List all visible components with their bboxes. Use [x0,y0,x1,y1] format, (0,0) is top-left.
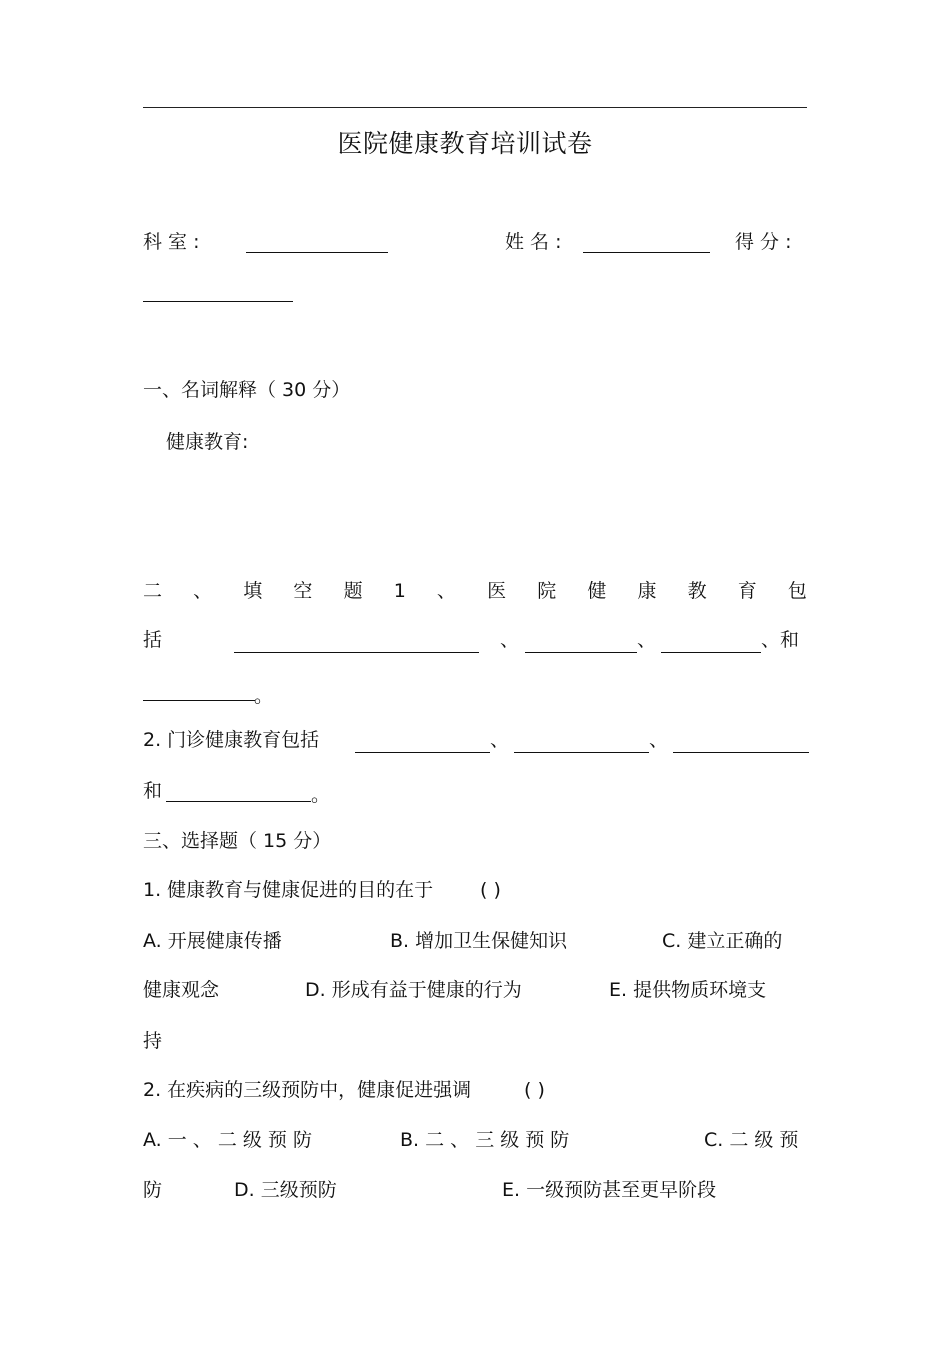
mc1-option-b[interactable]: B. 增加卫生保健知识 [390,930,568,952]
q1-blank-1[interactable] [234,652,479,653]
q1-char: 填 [243,580,263,602]
mc2-option-b[interactable]: B. 二 、 三 级 预 防 [400,1129,570,1151]
q1-and: 、和 [761,629,800,651]
name-blank[interactable] [583,252,710,253]
section1-heading: 一、名词解释（ 30 分） [143,379,351,401]
q1-blank-3[interactable] [661,652,761,653]
q2-stem: 2. 门诊健康教育包括 [143,729,320,751]
q2-blank-1[interactable] [355,752,490,753]
mc1-option-e-cont: 持 [143,1030,163,1052]
q1-char: 康 [637,580,657,602]
q1-char: 包 [787,580,807,602]
section3-heading: 三、选择题（ 15 分） [143,830,332,852]
q2-and: 和 [143,780,163,802]
q1-blank-2[interactable] [525,652,637,653]
q2-sep-1: 、 [490,729,510,751]
dept-label: 科 室 : [143,231,200,253]
q2-blank-3[interactable] [673,752,809,753]
q1-char: 、 [436,580,456,602]
mc2-option-c-cont: 防 [143,1179,163,1201]
q1-char: 教 [687,580,707,602]
name-label: 姓 名 : [505,231,562,253]
mc1-option-a[interactable]: A. 开展健康传播 [143,930,282,952]
mc2-option-d[interactable]: D. 三级预防 [234,1179,337,1201]
q2-end: 。 [311,784,331,806]
q1-char: 二 [143,580,163,602]
q1-char: 空 [293,580,313,602]
q2-blank-4[interactable] [166,801,311,802]
score-blank[interactable] [143,301,293,302]
mc2-stem: 2. 在疾病的三级预防中，健康促进强调 [143,1079,472,1101]
mc1-option-c[interactable]: C. 建立正确的 [662,930,783,952]
mc2-answer-paren[interactable]: ( ) [524,1079,545,1101]
dept-blank[interactable] [246,252,388,253]
q1-sep-1: 、 [500,629,520,651]
q1-blank-4[interactable] [143,700,255,701]
q2-sep-2: 、 [649,729,669,751]
q1-char: 健 [587,580,607,602]
mc2-option-a[interactable]: A. 一 、 二 级 预 防 [143,1129,312,1151]
mc1-option-e[interactable]: E. 提供物质环境支 [609,979,767,1001]
q1-sep-2: 、 [637,629,657,651]
q1-end: 。 [254,685,274,707]
q1-line2-start: 括 [143,629,163,651]
q1-char: 题 [343,580,363,602]
header-rule [143,107,807,108]
mc2-option-c[interactable]: C. 二 级 预 [704,1129,799,1151]
mc2-option-e[interactable]: E. 一级预防甚至更早阶段 [502,1179,717,1201]
score-label: 得 分 : [735,231,792,253]
term-health-education: 健康教育: [166,431,249,453]
q1-char: 1 [393,580,406,602]
q1-char: 院 [537,580,557,602]
mc1-stem: 1. 健康教育与健康促进的目的在于 [143,879,434,901]
q2-blank-2[interactable] [514,752,649,753]
mc1-answer-paren[interactable]: ( ) [480,879,501,901]
mc1-option-d[interactable]: D. 形成有益于健康的行为 [305,979,522,1001]
q1-char: 育 [737,580,757,602]
mc1-option-c-cont: 健康观念 [143,979,220,1001]
page-title: 医院健康教育培训试卷 [337,129,593,158]
q1-char: 、 [193,580,213,602]
q1-char: 医 [487,580,507,602]
section2-q1-line1 [143,579,807,603]
